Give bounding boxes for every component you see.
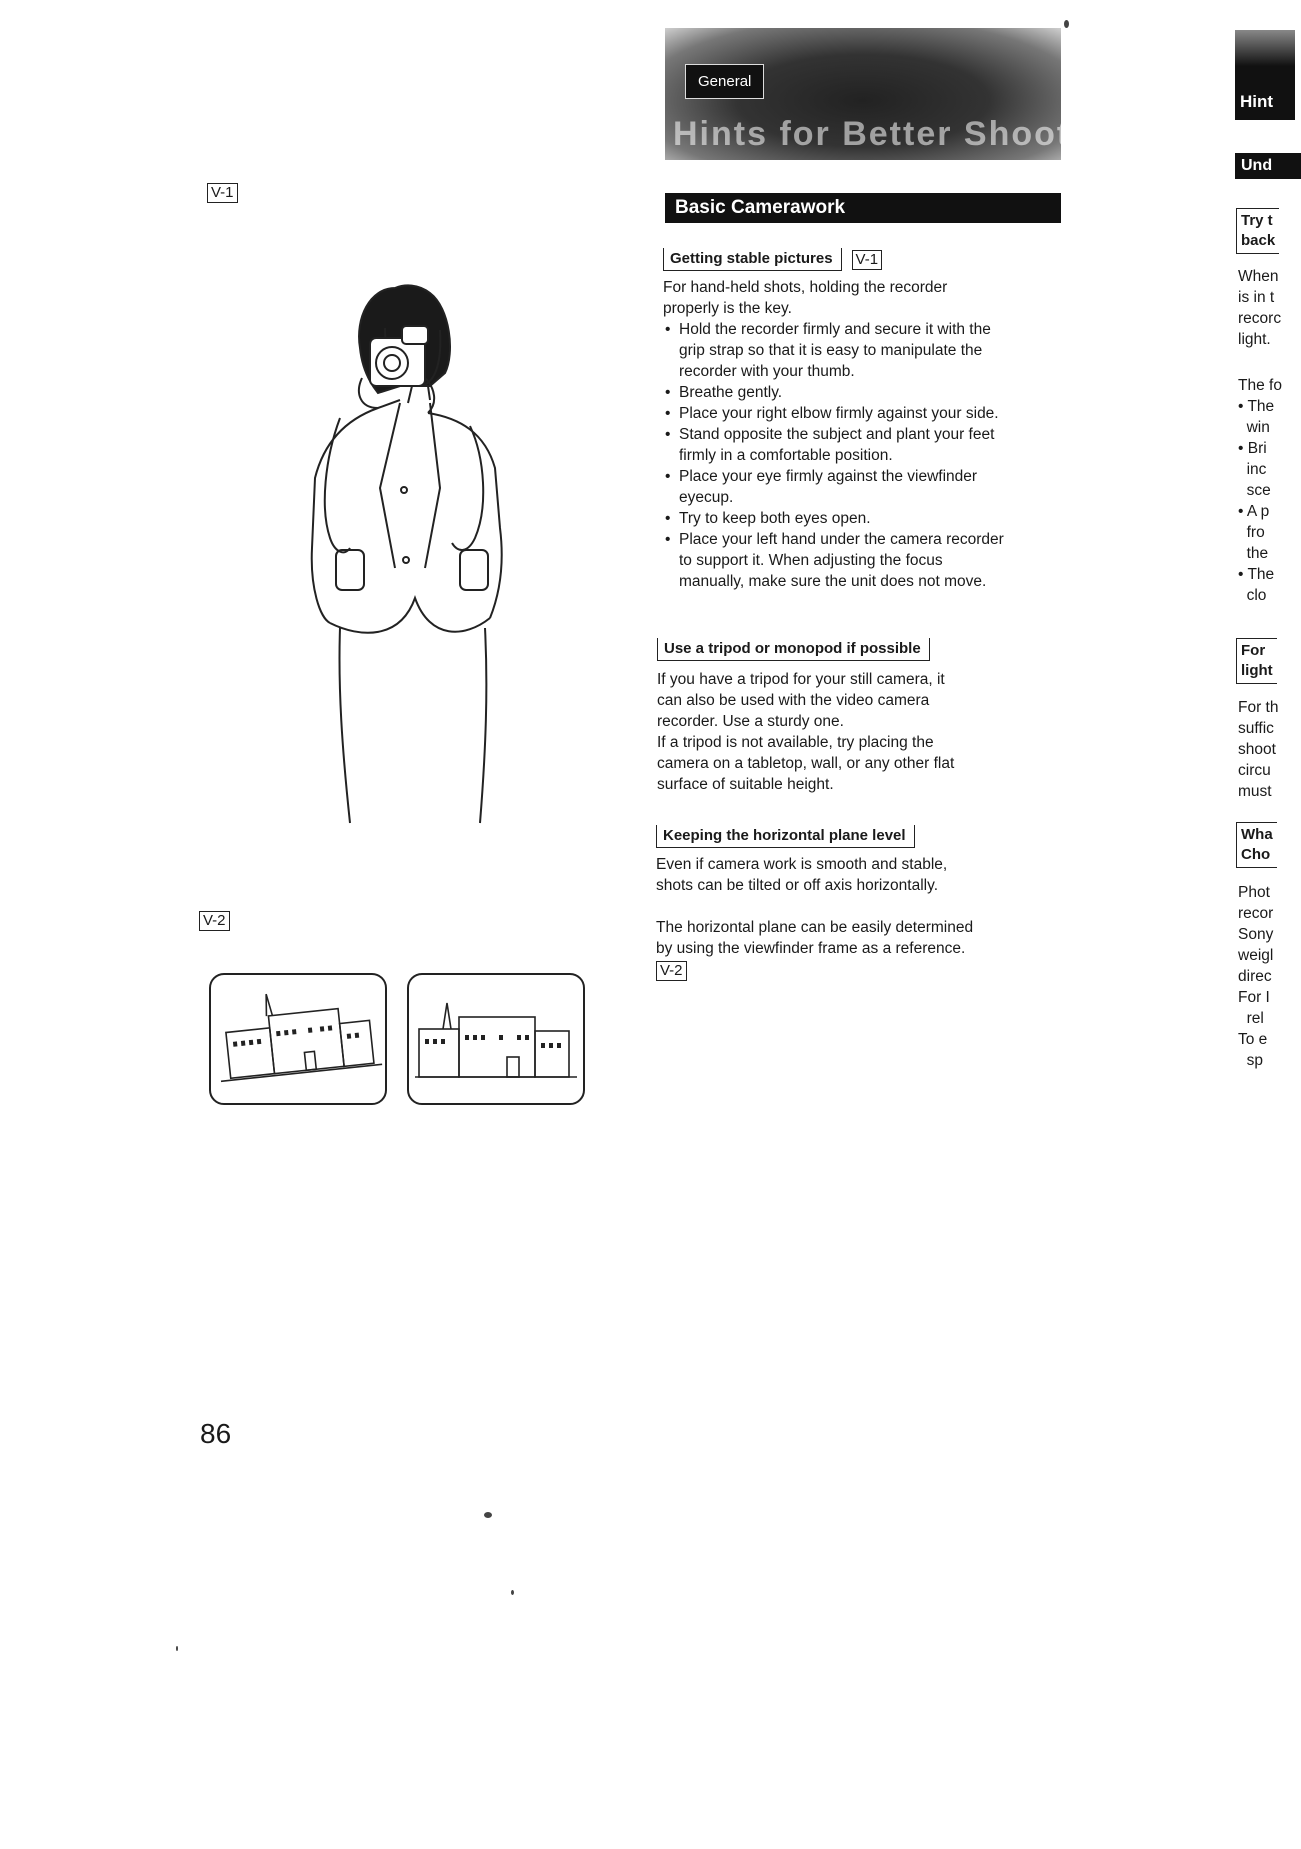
- adjacent-section-bar: Und: [1235, 153, 1301, 179]
- tripod-heading: Use a tripod or monopod if possible: [657, 638, 930, 661]
- tripod-line: If you have a tripod for your still camera, it: [657, 671, 945, 688]
- stable-pictures-ref: V-1: [852, 250, 883, 270]
- ink-speck: [511, 1590, 514, 1595]
- banner-tag-general: General: [685, 64, 764, 99]
- ink-speck: [176, 1646, 178, 1651]
- header-banner: [665, 28, 1128, 160]
- adjacent-box-1: Try t back: [1236, 208, 1279, 254]
- adjacent-banner: Hint: [1235, 30, 1295, 120]
- stable-pictures-heading: Getting stable pictures: [663, 248, 842, 271]
- tripod-line: recorder. Use a sturdy one.: [657, 713, 844, 730]
- stable-intro-line: For hand-held shots, holding the recorder: [663, 279, 948, 296]
- stable-tip-item: • Place your eye firmly against the viewfinder eyecup.: [663, 466, 1004, 508]
- stable-tip-item: • Place your right elbow firmly against your side.: [663, 403, 1004, 424]
- block-horizontal-plane: [656, 825, 973, 981]
- block-tripod: [657, 638, 954, 795]
- adjacent-page-strip: [1232, 0, 1289, 1100]
- adjacent-box-3: Wha Cho: [1236, 822, 1277, 868]
- adjacent-box-2: For light: [1236, 638, 1277, 684]
- stable-tips-list: [663, 319, 1004, 592]
- horizontal-heading: Keeping the horizontal plane level: [656, 825, 915, 848]
- horizontal-line: by using the viewfinder frame as a reference.: [656, 940, 966, 957]
- horizontal-ref: V-2: [656, 961, 687, 981]
- tripod-line: camera on a tabletop, wall, or any other flat: [657, 755, 955, 772]
- adjacent-para-1: When is in t recorc light.: [1238, 268, 1282, 348]
- figure-label-v2: V-2: [199, 911, 230, 931]
- adjacent-para-3: For th suffic shoot circu must: [1238, 699, 1279, 800]
- horizontal-line: The horizontal plane can be easily determined: [656, 919, 974, 936]
- tilted-building-view-illustration: [209, 973, 387, 1105]
- stable-intro-line: properly is the key.: [663, 300, 792, 317]
- woman-holding-camera-illustration: [300, 268, 560, 838]
- horizontal-line: shots can be tilted or off axis horizontally.: [656, 877, 939, 894]
- tripod-line: can also be used with the video camera: [657, 692, 930, 709]
- adjacent-para-4: Phot recor Sony weigl direc For I rel To e sp: [1238, 884, 1274, 1069]
- level-building-view-illustration: [407, 973, 585, 1105]
- tripod-line: If a tripod is not available, try placing the: [657, 734, 934, 751]
- ink-speck: [1064, 20, 1069, 28]
- tripod-line: surface of suitable height.: [657, 776, 834, 793]
- stable-tip-item: • Stand opposite the subject and plant your feet firmly in a comfortable position.: [663, 424, 1004, 466]
- block-stable-pictures: [663, 248, 1004, 592]
- stable-tip-item: • Breathe gently.: [663, 382, 1004, 403]
- figure-label-v1: V-1: [207, 183, 238, 203]
- section-title-bar: Basic Camerawork: [665, 193, 1061, 223]
- stable-tip-item: • Hold the recorder firmly and secure it with the grip strap so that it is easy to manipulate the recorder with your thumb.: [663, 319, 1004, 382]
- horizontal-line: Even if camera work is smooth and stable,: [656, 856, 948, 873]
- adjacent-para-2: The fo • The win • Bri inc sce • A p fro the • The clo: [1238, 377, 1282, 604]
- stable-tip-item: • Try to keep both eyes open.: [663, 508, 1004, 529]
- stable-tip-item: • Place your left hand under the camera recorder to support it. When adjusting the focus manually, make sure the unit does not move.: [663, 529, 1004, 592]
- banner-title: Hints for Better Shooting: [673, 115, 1128, 153]
- ink-speck: [484, 1512, 492, 1518]
- page-number: 86: [200, 1418, 232, 1449]
